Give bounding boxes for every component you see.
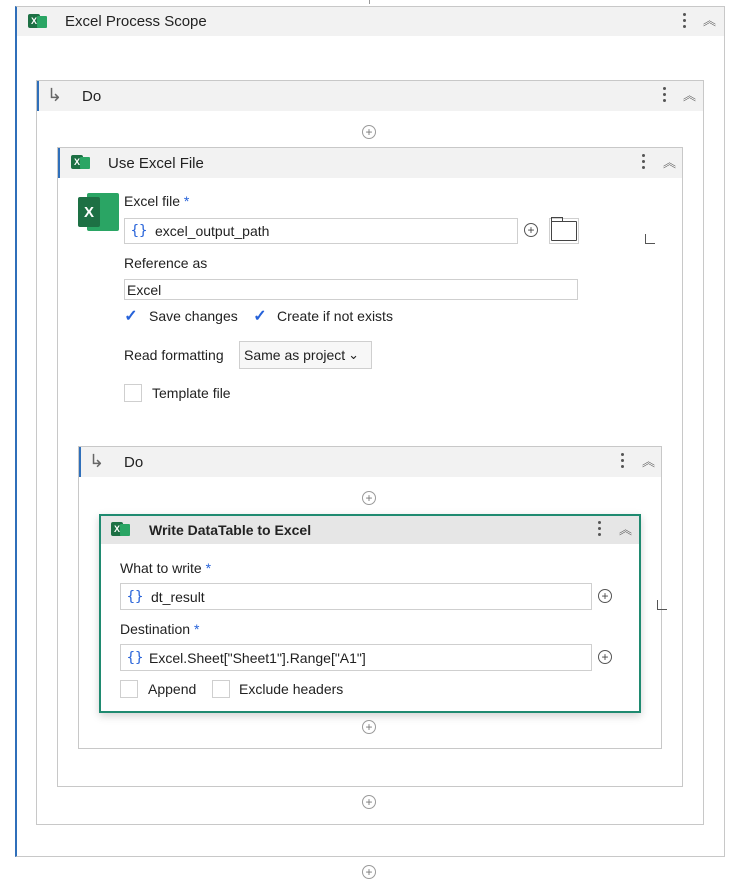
expand-editor-icon[interactable] bbox=[657, 600, 667, 610]
save-changes-checkbox[interactable] bbox=[124, 308, 238, 324]
write-datatable-title: Write DataTable to Excel bbox=[149, 522, 312, 538]
expression-icon: {} bbox=[126, 588, 144, 605]
excel-icon: X bbox=[28, 14, 40, 28]
destination-label: Destination * bbox=[120, 621, 200, 637]
create-if-not-exists-label: Create if not exists bbox=[277, 308, 393, 324]
expand-editor-icon[interactable] bbox=[645, 234, 655, 244]
do-inner-header[interactable] bbox=[79, 447, 661, 477]
excel-large-icon: X bbox=[78, 197, 100, 227]
checkmark-icon: ✓ bbox=[253, 308, 267, 325]
reference-as-value: Excel bbox=[127, 281, 162, 298]
excel-process-scope-header[interactable] bbox=[17, 7, 724, 36]
destination-value: Excel.Sheet["Sheet1"].Range["A1"] bbox=[149, 649, 366, 666]
more-options-icon[interactable] bbox=[642, 154, 646, 169]
more-options-icon[interactable] bbox=[598, 521, 602, 536]
append-label: Append bbox=[148, 681, 197, 697]
exclude-headers-checkbox[interactable] bbox=[212, 680, 343, 698]
read-formatting-dropdown[interactable] bbox=[239, 341, 372, 369]
do-outer-title: Do bbox=[82, 88, 102, 105]
more-options-icon[interactable] bbox=[683, 13, 687, 28]
add-activity-button[interactable]: + bbox=[362, 491, 376, 505]
collapse-icon[interactable]: ︽ bbox=[619, 522, 633, 537]
excel-file-field[interactable] bbox=[124, 218, 518, 244]
chevron-down-icon: ⌄ bbox=[348, 347, 360, 362]
destination-field[interactable] bbox=[120, 644, 592, 671]
what-to-write-field[interactable] bbox=[120, 583, 592, 610]
template-file-label: Template file bbox=[152, 385, 231, 401]
top-connector bbox=[369, 0, 370, 4]
add-activity-button[interactable]: + bbox=[362, 865, 376, 879]
excel-sheet-icon bbox=[120, 524, 130, 536]
add-excel-file-button[interactable]: + bbox=[524, 223, 538, 237]
do-inner-title: Do bbox=[124, 454, 144, 471]
more-options-icon[interactable] bbox=[621, 453, 625, 468]
use-excel-file-header[interactable] bbox=[58, 148, 682, 178]
checkmark-icon: ✓ bbox=[124, 308, 138, 325]
excel-sheet-icon bbox=[37, 16, 47, 28]
add-destination-button[interactable]: + bbox=[598, 650, 612, 664]
create-if-not-exists-checkbox[interactable] bbox=[253, 308, 393, 324]
reference-as-label: Reference as bbox=[124, 255, 208, 271]
checkbox-box bbox=[124, 384, 142, 402]
do-arrow-icon: ↳ bbox=[89, 451, 105, 471]
more-options-icon[interactable] bbox=[663, 87, 667, 102]
do-arrow-icon: ↳ bbox=[47, 85, 63, 105]
add-what-to-write-button[interactable]: + bbox=[598, 589, 612, 603]
excel-sheet-icon bbox=[80, 157, 90, 169]
what-to-write-value: dt_result bbox=[151, 588, 205, 605]
collapse-icon[interactable]: ︽ bbox=[703, 13, 717, 28]
excel-file-label: Excel file * bbox=[124, 193, 190, 209]
add-activity-button[interactable]: + bbox=[362, 125, 376, 139]
save-changes-label: Save changes bbox=[149, 308, 238, 324]
exclude-headers-label: Exclude headers bbox=[239, 681, 344, 697]
excel-icon: X bbox=[111, 522, 123, 536]
excel-process-scope-title: Excel Process Scope bbox=[65, 13, 207, 30]
folder-icon bbox=[551, 221, 577, 241]
write-datatable-header[interactable] bbox=[101, 516, 639, 544]
checkbox-box bbox=[212, 680, 230, 698]
add-activity-button[interactable]: + bbox=[362, 795, 376, 809]
reference-as-field[interactable] bbox=[124, 279, 578, 300]
expression-icon: {} bbox=[126, 649, 144, 666]
checkbox-box bbox=[120, 680, 138, 698]
collapse-icon[interactable]: ︽ bbox=[642, 454, 656, 469]
expression-icon: {} bbox=[130, 223, 148, 239]
what-to-write-label: What to write * bbox=[120, 560, 212, 576]
append-checkbox[interactable] bbox=[120, 680, 196, 698]
add-activity-button[interactable]: + bbox=[362, 720, 376, 734]
collapse-icon[interactable]: ︽ bbox=[663, 155, 677, 170]
excel-icon: X bbox=[71, 155, 83, 169]
collapse-icon[interactable]: ︽ bbox=[683, 88, 697, 103]
excel-file-value: excel_output_path bbox=[155, 223, 270, 239]
do-outer-header[interactable] bbox=[37, 81, 703, 111]
read-formatting-value: Same as project bbox=[244, 347, 346, 363]
use-excel-file-title: Use Excel File bbox=[108, 155, 204, 172]
read-formatting-label: Read formatting bbox=[124, 347, 224, 363]
browse-folder-button[interactable] bbox=[549, 218, 579, 244]
template-file-checkbox[interactable] bbox=[124, 384, 231, 402]
